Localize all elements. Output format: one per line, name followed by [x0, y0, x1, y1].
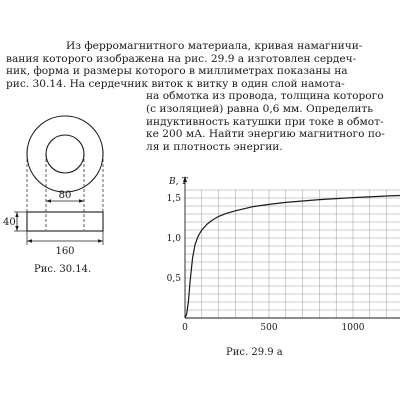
- bh-curve-chart: [167, 176, 400, 333]
- x-tick-label: 0: [182, 323, 188, 333]
- problem-line: (с изоляцией) равна 0,6 мм. Определить: [146, 102, 374, 115]
- y-tick-label: 1,5: [166, 194, 181, 204]
- problem-line: ник, форма и размеры которого в миллиметрах показаны на: [6, 65, 348, 78]
- figure-caption-left: Рис. 30.14.: [34, 264, 92, 275]
- x-tick-label: 500: [260, 323, 278, 333]
- bh-curve-line: [185, 193, 400, 318]
- toroid-drawing: [14, 116, 103, 245]
- y-tick-label: 0,5: [166, 274, 181, 284]
- dimension-label-160: 160: [55, 246, 75, 257]
- y-tick-label: 1,0: [166, 234, 181, 244]
- problem-line: рис. 30.14. На сердечник виток к витку в один слой намота-: [6, 77, 345, 90]
- figure-caption-right: Рис. 29.9 а: [226, 347, 283, 358]
- problem-line: на обмотка из провода, толщина которого: [146, 90, 384, 103]
- x-tick-label: 1000: [341, 323, 365, 333]
- dimension-label-40: 40: [3, 217, 16, 228]
- y-axis-label: B, Т: [169, 177, 188, 187]
- toroid-outer-circle: [27, 116, 103, 192]
- dimension-label-80: 80: [58, 190, 72, 201]
- problem-line: Из ферромагнитного материала, кривая намагничи-: [66, 40, 363, 52]
- problem-line: индуктивность катушки при токе в обмот-: [146, 115, 384, 128]
- toroid-side-view: [27, 212, 103, 231]
- problem-line: вания которого изображена на рис. 29.9 а изготовлен сердеч-: [6, 52, 357, 65]
- problem-line: ля и плотность энергии.: [146, 140, 283, 153]
- problem-line: ке 200 мА. Найти энергию магнитного по-: [146, 128, 385, 141]
- toroid-inner-circle: [46, 135, 84, 173]
